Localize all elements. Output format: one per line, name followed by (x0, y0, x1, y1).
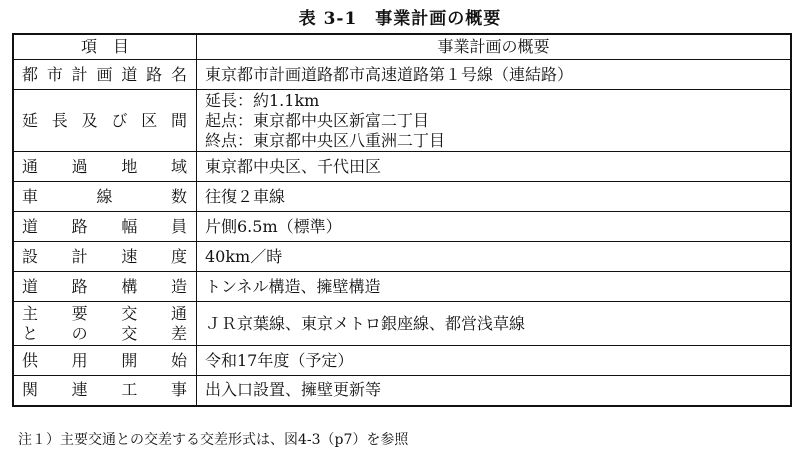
table-row (13, 212, 791, 242)
item-label-line: 通過地域 (22, 156, 188, 176)
item-label-line: 主要交通 (22, 303, 188, 323)
table-row (13, 346, 791, 376)
row-item-label (13, 182, 197, 212)
row-item-label (13, 376, 197, 406)
item-label-line: 延長及び区間 (22, 110, 188, 130)
item-label-line: 関連工事 (22, 380, 188, 400)
table-row (13, 152, 791, 182)
table-row (13, 272, 791, 302)
table-title: 表 3-1 事業計画の概要 (298, 9, 502, 29)
value-line: 東京都市計画道路都市高速道路第１号線（連結路） (205, 64, 574, 84)
row-item-label (13, 272, 197, 302)
value-line: 延長：約1.1km (205, 90, 320, 110)
row-item-label (13, 302, 197, 346)
row-item-label (13, 60, 197, 90)
header-item: 項 目 (13, 34, 197, 60)
row-item-label (13, 90, 197, 152)
row-value (197, 242, 792, 272)
project-summary-table (12, 33, 792, 407)
row-value (197, 346, 792, 376)
value-line: 往復２車線 (205, 186, 286, 206)
value-line: 出入口設置、擁壁更新等 (205, 380, 382, 400)
header-summary: 事業計画の概要 (197, 34, 792, 60)
row-item-label (13, 212, 197, 242)
item-label-line: 都市計画道路名 (22, 64, 188, 84)
value-line: 片側6.5m（標準） (205, 216, 342, 236)
table-row (13, 60, 791, 90)
row-value (197, 302, 792, 346)
value-line: 終点：東京都中央区八重洲二丁目 (205, 130, 446, 150)
item-label-line: 設計速度 (22, 246, 188, 266)
table-row (13, 376, 791, 406)
item-label-line: 道路幅員 (22, 216, 188, 236)
table-row (13, 90, 791, 152)
row-value (197, 272, 792, 302)
row-item-label (13, 152, 197, 182)
value-line: ＪＲ京葉線、東京メトロ銀座線、都営浅草線 (205, 313, 526, 333)
table-row (13, 242, 791, 272)
footnote: 注１）主要交通との交差する交差形式は、図4-3（p7）を参照 (18, 432, 409, 448)
value-line: 40km／時 (205, 246, 283, 266)
row-value (197, 376, 792, 406)
value-line: トンネル構造、擁壁構造 (205, 276, 381, 296)
row-value (197, 60, 792, 90)
item-label-line: 道路構造 (22, 276, 188, 296)
item-label-line: 車線数 (22, 186, 188, 206)
row-item-label (13, 346, 197, 376)
value-line: 起点：東京都中央区新富二丁目 (205, 110, 430, 130)
value-line: 東京都中央区、千代田区 (205, 156, 382, 176)
row-value (197, 90, 792, 152)
value-line: 令和17年度（予定） (205, 350, 354, 370)
row-value (197, 212, 792, 242)
table-header-row (13, 34, 791, 60)
row-value (197, 152, 792, 182)
row-item-label (13, 242, 197, 272)
table-body (13, 60, 791, 406)
row-value (197, 182, 792, 212)
table-row (13, 302, 791, 346)
table-row (13, 182, 791, 212)
item-label-line: 供用開始 (22, 350, 188, 370)
item-label-line: との交差 (22, 323, 188, 343)
